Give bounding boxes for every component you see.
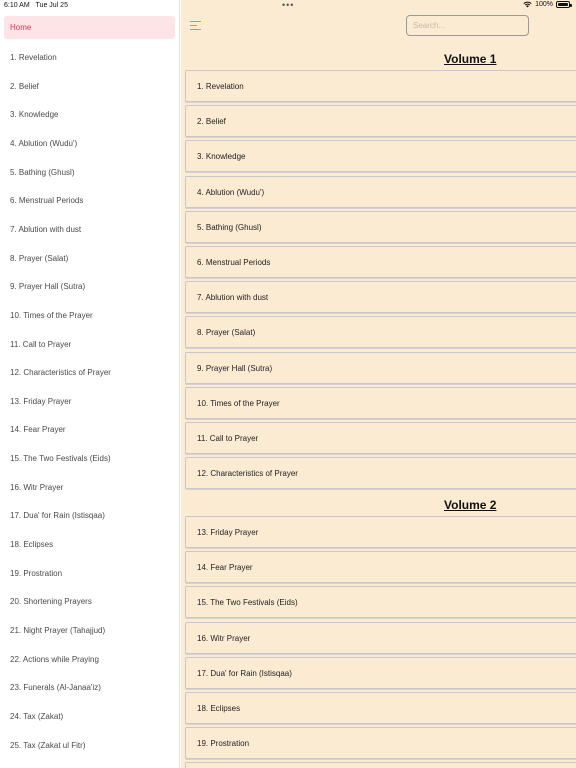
multitasking-dots-icon[interactable]: ••• — [282, 0, 295, 10]
sidebar-item[interactable]: 3. Knowledge — [10, 110, 59, 120]
sidebar-item[interactable]: 4. Ablution (Wudu') — [10, 138, 78, 148]
sidebar-item[interactable]: 2. Belief — [10, 81, 39, 91]
sidebar-item[interactable]: 15. The Two Festivals (Eids) — [10, 454, 111, 464]
sidebar-item[interactable]: 25. Tax (Zakat ul Fitr) — [10, 740, 86, 750]
chapter-card[interactable] — [185, 140, 576, 172]
main-content — [181, 0, 576, 768]
chapter-card[interactable] — [185, 105, 576, 137]
chapter-label: 1. Revelation — [197, 82, 244, 91]
sidebar-item[interactable]: 18. Eclipses — [10, 540, 54, 550]
chapter-label: 4. Ablution (Wudu') — [197, 187, 265, 197]
chapter-label: 18. Eclipses — [197, 704, 241, 713]
chapter-label: 17. Dua' for Rain (Istisqaa) — [197, 668, 292, 678]
sidebar-item[interactable]: 8. Prayer (Salat) — [10, 253, 69, 263]
sidebar-item[interactable]: 14. Fear Prayer — [10, 425, 66, 435]
sidebar-item[interactable]: 20. Shortening Prayers — [10, 597, 92, 607]
chapter-card[interactable] — [185, 70, 576, 102]
chapter-card[interactable] — [185, 316, 576, 348]
chapter-label: 2. Belief — [197, 117, 226, 127]
sidebar-item[interactable]: 16. Witr Prayer — [10, 482, 64, 492]
chapter-card[interactable] — [185, 387, 576, 419]
chapter-card[interactable] — [185, 422, 576, 454]
chapter-label: 15. The Two Festivals (Eids) — [197, 598, 298, 608]
battery-percent: 100% — [535, 1, 553, 8]
battery-icon — [556, 1, 570, 8]
chapter-card[interactable] — [185, 211, 576, 243]
chapter-label: 14. Fear Prayer — [197, 563, 253, 573]
status-right — [523, 1, 570, 8]
chapter-card[interactable] — [185, 586, 576, 618]
sidebar — [0, 0, 180, 768]
sidebar-item[interactable]: 12. Characteristics of Prayer — [10, 368, 111, 378]
chapter-label: 7. Ablution with dust — [197, 293, 269, 303]
status-time: 6:10 AM Tue Jul 25 — [4, 2, 68, 9]
chapter-label: 12. Characteristics of Prayer — [197, 469, 298, 479]
chapter-label: 5. Bathing (Ghusl) — [197, 222, 262, 232]
sidebar-item[interactable]: 13. Friday Prayer — [10, 396, 72, 406]
chapter-label: 19. Prostration — [197, 739, 250, 749]
sidebar-item[interactable]: 19. Prostration — [10, 568, 63, 578]
chapter-card[interactable] — [185, 516, 576, 548]
sidebar-item[interactable]: 17. Dua' for Rain (Istisqaa) — [10, 511, 105, 521]
sidebar-item-label: Home — [10, 23, 32, 32]
sidebar-item-home[interactable] — [4, 16, 175, 39]
sidebar-item[interactable]: 22. Actions while Praying — [10, 654, 99, 664]
sidebar-item[interactable]: 7. Ablution with dust — [10, 224, 82, 234]
hamburger-menu-icon[interactable] — [190, 20, 201, 30]
chapter-card[interactable] — [185, 551, 576, 583]
volume-title: Volume 1 — [444, 52, 497, 66]
chapter-card-partial[interactable] — [185, 762, 576, 768]
chapter-label: 16. Witr Prayer — [197, 633, 251, 643]
chapter-label: 8. Prayer (Salat) — [197, 328, 256, 338]
volume-title: Volume 2 — [444, 498, 497, 512]
chapter-label: 9. Prayer Hall (Sutra) — [197, 363, 273, 373]
wifi-icon — [523, 1, 532, 8]
status-bar — [0, 0, 576, 12]
sidebar-item[interactable]: 24. Tax (Zakat) — [10, 711, 64, 721]
chapter-label: 13. Friday Prayer — [197, 528, 259, 537]
sidebar-item[interactable]: 6. Menstrual Periods — [10, 196, 84, 206]
sidebar-item[interactable]: 23. Funerals (Al-Janaa'iz) — [10, 683, 101, 693]
chapter-card[interactable] — [185, 176, 576, 208]
chapter-label: 6. Menstrual Periods — [197, 258, 271, 267]
sidebar-item[interactable]: 9. Prayer Hall (Sutra) — [10, 282, 86, 292]
chapter-card[interactable] — [185, 692, 576, 724]
chapter-label: 11. Call to Prayer — [197, 434, 259, 443]
chapter-card[interactable] — [185, 727, 576, 759]
chapter-card[interactable] — [185, 457, 576, 489]
sidebar-item[interactable]: 5. Bathing (Ghusl) — [10, 167, 75, 177]
chapter-card[interactable] — [185, 622, 576, 654]
chapter-label: 3. Knowledge — [197, 152, 246, 162]
chapter-card[interactable] — [185, 352, 576, 384]
chapter-label: 10. Times of the Prayer — [197, 398, 280, 408]
sidebar-item[interactable]: 11. Call to Prayer — [10, 339, 72, 349]
search-input[interactable] — [406, 15, 529, 36]
sidebar-item[interactable]: 10. Times of the Prayer — [10, 310, 93, 320]
sidebar-item[interactable]: 1. Revelation — [10, 53, 57, 62]
chapter-card[interactable] — [185, 657, 576, 689]
chapter-card[interactable] — [185, 246, 576, 278]
sidebar-item[interactable]: 21. Night Prayer (Tahajjud) — [10, 626, 106, 635]
chapter-card[interactable] — [185, 281, 576, 313]
